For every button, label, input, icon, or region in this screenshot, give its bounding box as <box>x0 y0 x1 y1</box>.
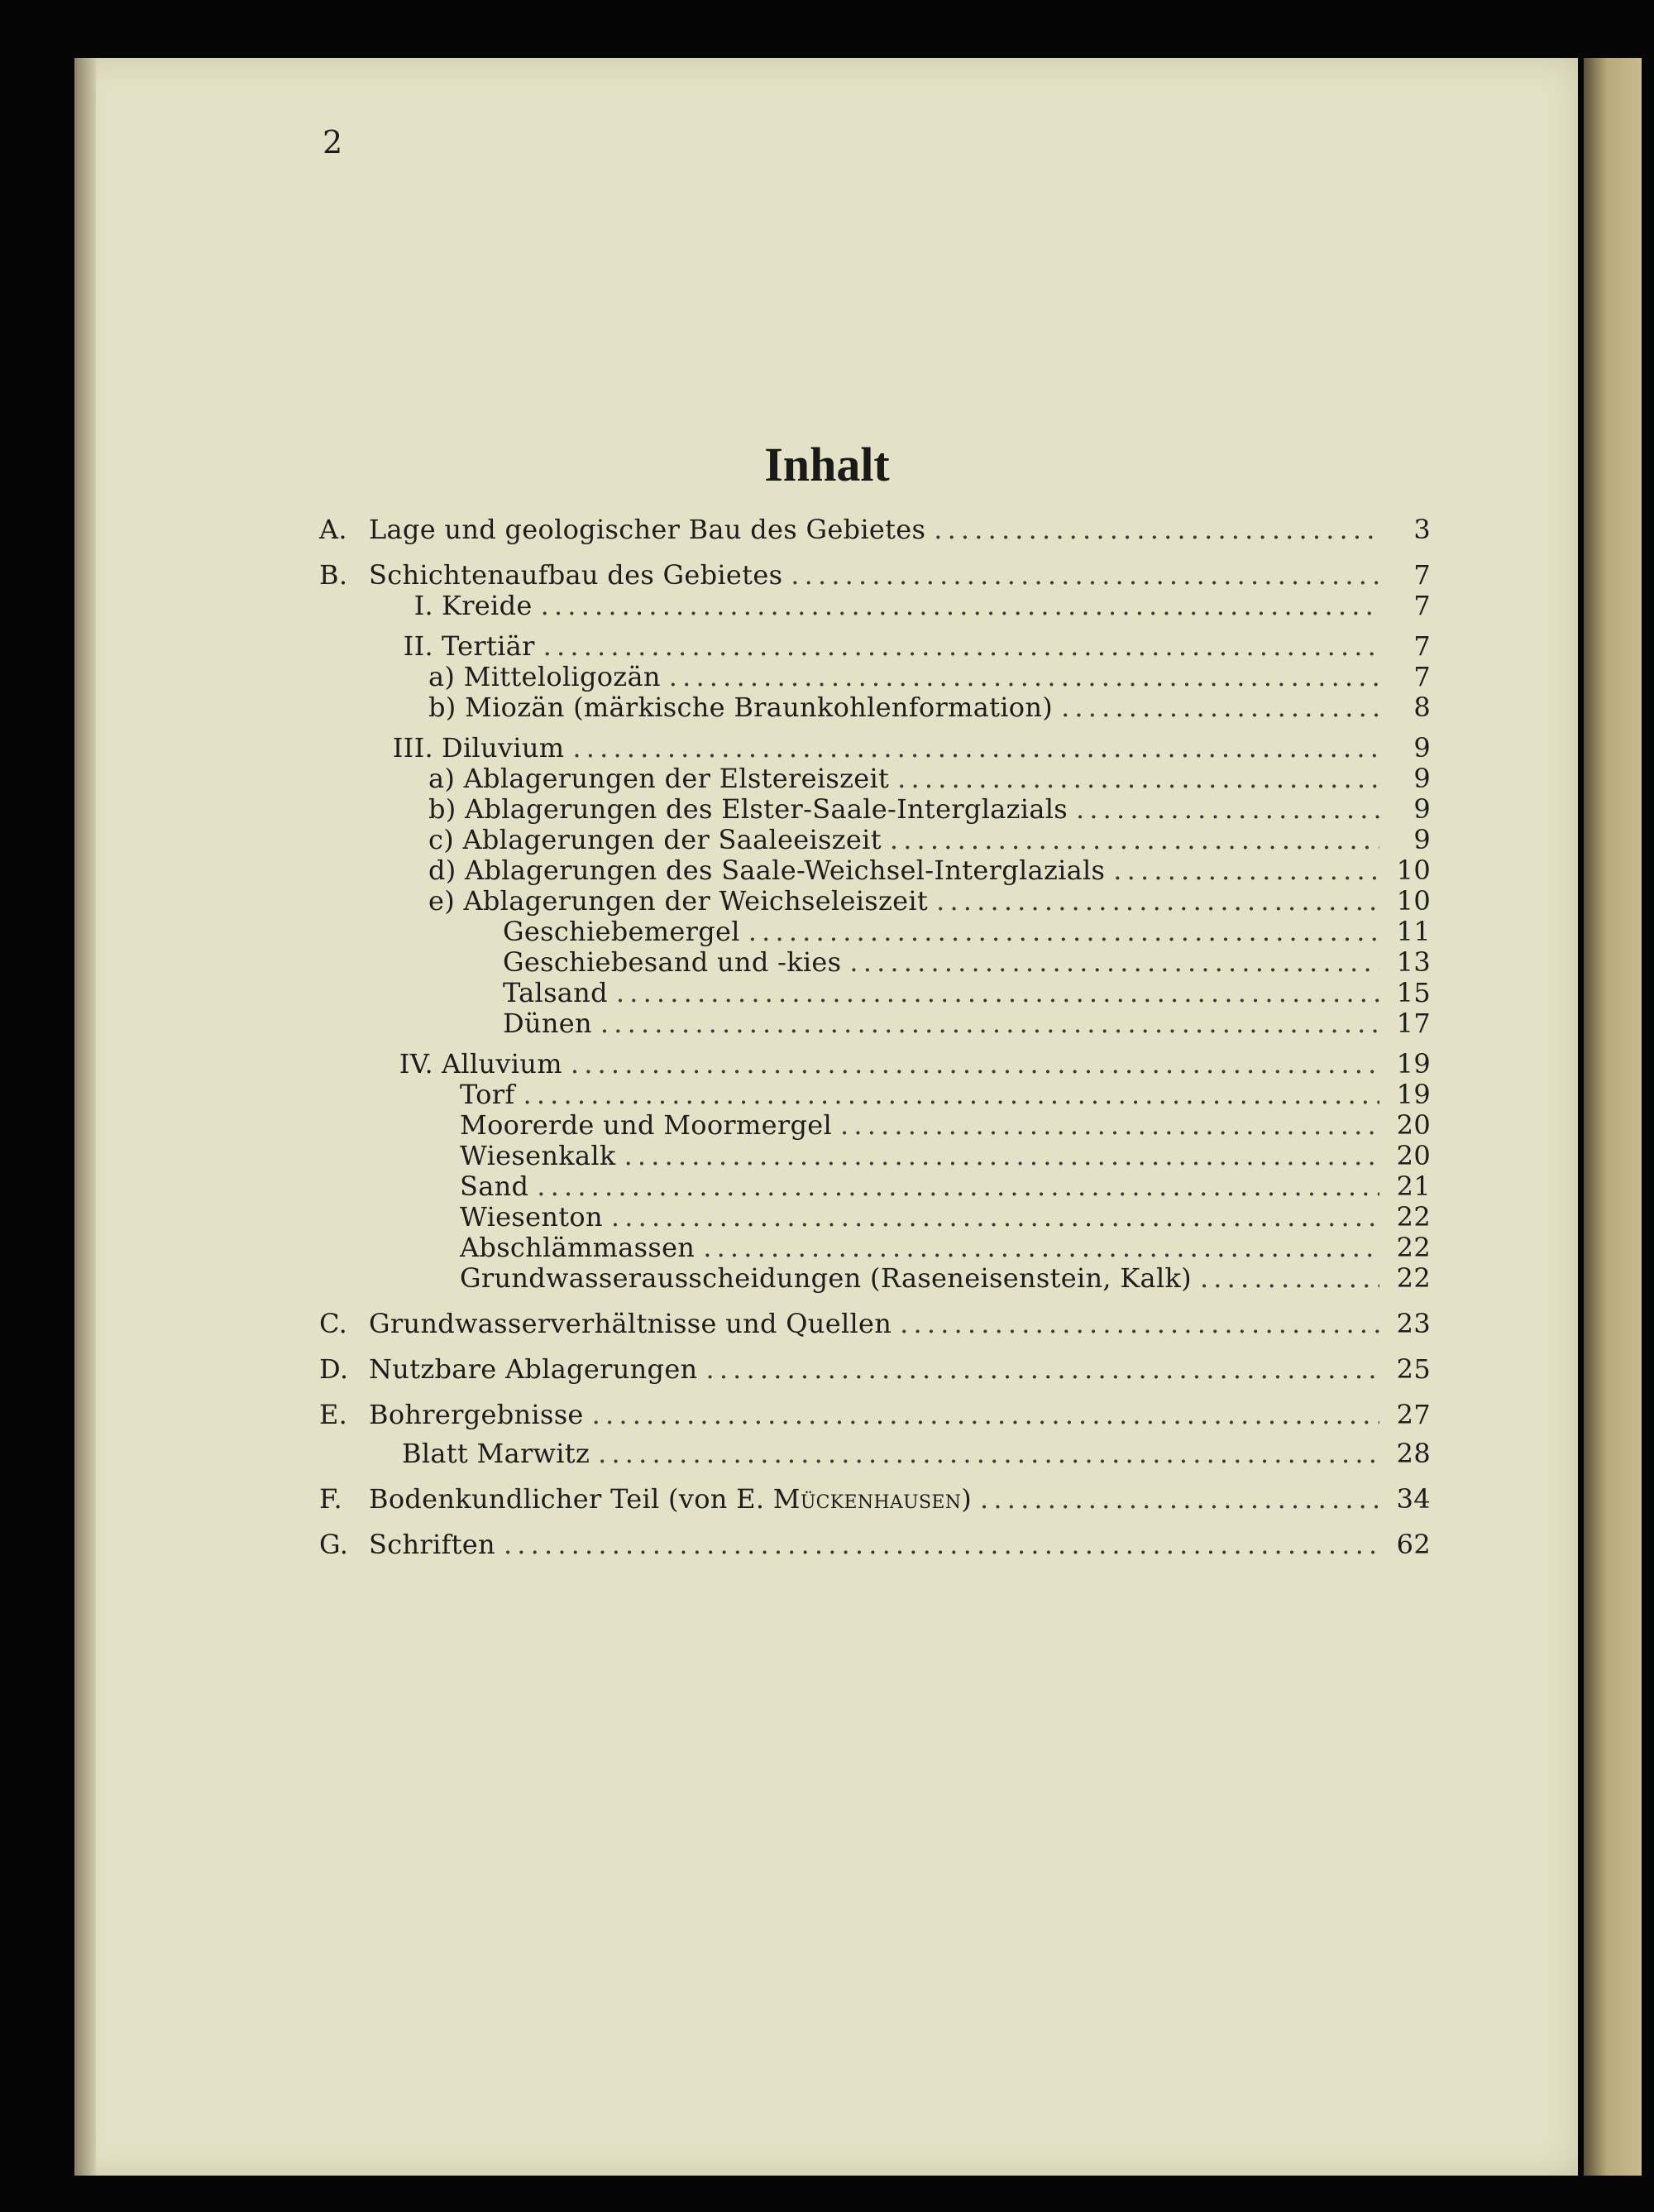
toc-entry-geschiebemergel[interactable] <box>319 917 1431 947</box>
toc-entry-b-ii-a[interactable] <box>319 662 1431 692</box>
toc-label: Tertiär <box>442 630 535 662</box>
toc-label: Wiesenton <box>460 1201 603 1233</box>
toc-entry-abschlaemmassen[interactable] <box>319 1233 1431 1263</box>
toc-entry-wiesenton[interactable] <box>319 1202 1431 1233</box>
toc-page: 22 <box>1396 1232 1431 1263</box>
toc-page: 9 <box>1413 763 1431 794</box>
toc-entry-duenen[interactable] <box>319 1008 1431 1039</box>
page-binding-edge <box>74 58 96 2176</box>
toc-page: 21 <box>1396 1171 1431 1202</box>
toc-page: 9 <box>1413 732 1431 764</box>
toc-page: 9 <box>1413 824 1431 855</box>
toc-page: 20 <box>1396 1140 1431 1171</box>
toc-page: 3 <box>1413 514 1431 545</box>
toc-page: 11 <box>1396 916 1431 947</box>
toc-label: Geschiebesand und -kies <box>503 946 842 978</box>
leader-dots <box>523 1080 1379 1110</box>
toc-entry-grundwasserausscheidungen[interactable] <box>319 1263 1431 1294</box>
toc-label: Grundwasserausscheidungen (Raseneisenstein, Kalk) <box>460 1262 1192 1294</box>
toc-marker: C. <box>319 1308 348 1339</box>
toc-label: Kreide <box>442 590 533 621</box>
toc-label: Bodenkundlicher Teil (von E. Mückenhausen) <box>369 1483 973 1515</box>
toc-label: Talsand <box>503 977 608 1008</box>
leader-dots <box>748 917 1379 947</box>
leader-dots <box>840 1110 1379 1141</box>
leader-dots <box>849 947 1379 978</box>
toc-page: 23 <box>1396 1308 1431 1339</box>
toc-marker: G. <box>319 1529 349 1560</box>
toc-label: Schichtenaufbau des Gebietes <box>369 559 783 591</box>
toc-label: Lage und geologischer Bau des Gebietes <box>369 514 926 545</box>
leader-dots <box>600 1008 1379 1039</box>
toc-label: a) Ablagerungen der Elstereiszeit <box>428 763 890 794</box>
toc-page: 28 <box>1396 1438 1431 1469</box>
toc-label: c) Ablagerungen der Saaleeiszeit <box>428 824 882 855</box>
toc-label: Sand <box>460 1171 529 1202</box>
toc-label: e) Ablagerungen der Weichseleiszeit <box>428 885 929 917</box>
toc-label: d) Ablagerungen des Saale-Weichsel-Interglazials <box>428 855 1106 886</box>
toc-label: Blatt Marwitz <box>402 1438 590 1469</box>
toc-author: Mückenhausen <box>772 1483 962 1515</box>
toc-label: Wiesenkalk <box>460 1140 616 1171</box>
toc-page: 10 <box>1396 855 1431 886</box>
toc-marker: A. <box>319 514 347 545</box>
toc-page: 22 <box>1396 1201 1431 1233</box>
toc-page: 13 <box>1396 946 1431 978</box>
leader-dots <box>598 1439 1379 1469</box>
toc-entry-moorerde[interactable] <box>319 1110 1431 1141</box>
leader-dots <box>1200 1263 1379 1294</box>
toc-label: b) Ablagerungen des Elster-Saale-Interglazials <box>428 793 1068 825</box>
toc-entry-b-ii[interactable] <box>319 631 1431 662</box>
leader-dots <box>1076 794 1379 825</box>
toc-marker: III. <box>392 732 433 764</box>
toc-entry-g[interactable] <box>319 1530 1431 1560</box>
toc-entry-b-iii-a[interactable] <box>319 764 1431 794</box>
toc-entry-wiesenkalk[interactable] <box>319 1141 1431 1171</box>
toc-page: 20 <box>1396 1109 1431 1141</box>
leader-dots <box>791 560 1379 591</box>
toc-page: 7 <box>1413 630 1431 662</box>
toc-marker: E. <box>319 1399 348 1430</box>
toc-marker: D. <box>319 1353 349 1385</box>
leader-dots <box>934 515 1379 545</box>
toc-label: Nutzbare Ablagerungen <box>369 1353 698 1385</box>
leader-dots <box>572 733 1379 764</box>
toc-page: 19 <box>1396 1079 1431 1110</box>
leader-dots <box>980 1484 1379 1515</box>
toc-entry-b[interactable] <box>319 560 1431 591</box>
toc-marker: F. <box>319 1483 342 1515</box>
toc-page: 62 <box>1396 1529 1431 1560</box>
toc-entry-b-iii-e[interactable] <box>319 886 1431 917</box>
leader-dots <box>703 1233 1379 1263</box>
toc-label: b) Miozän (märkische Braunkohlenformation) <box>428 692 1054 723</box>
leader-dots <box>1061 692 1379 723</box>
toc-marker: IV. <box>399 1048 433 1080</box>
table-of-contents <box>319 515 1431 1560</box>
leader-dots <box>592 1400 1379 1430</box>
toc-page: 25 <box>1396 1353 1431 1385</box>
toc-entry-b-i[interactable] <box>319 591 1431 621</box>
leader-dots <box>616 978 1379 1008</box>
toc-entry-b-iii-d[interactable] <box>319 855 1431 886</box>
toc-label: Dünen <box>503 1008 592 1039</box>
toc-page: 7 <box>1413 590 1431 621</box>
toc-page: 8 <box>1413 692 1431 723</box>
toc-entry-b-iv[interactable] <box>319 1049 1431 1080</box>
toc-label: Geschiebemergel <box>503 916 740 947</box>
leader-dots <box>897 764 1379 794</box>
toc-entry-d[interactable] <box>319 1354 1431 1385</box>
toc-marker: II. <box>403 630 433 662</box>
toc-entry-b-ii-b[interactable] <box>319 692 1431 723</box>
toc-entry-a[interactable] <box>319 515 1431 545</box>
toc-label: Grundwasserverhältnisse und Quellen <box>369 1308 892 1339</box>
toc-page: 10 <box>1396 885 1431 917</box>
toc-label: Schriften <box>369 1529 495 1560</box>
toc-entry-b-iii[interactable] <box>319 733 1431 764</box>
toc-page: 17 <box>1396 1008 1431 1039</box>
toc-entry-blatt-marwitz[interactable] <box>319 1439 1431 1469</box>
toc-entry-f[interactable] <box>319 1484 1431 1515</box>
toc-label: Bohrergebnisse <box>369 1399 584 1430</box>
toc-title: Inhalt <box>764 438 890 491</box>
toc-entry-b-iii-b[interactable] <box>319 794 1431 825</box>
toc-page: 27 <box>1396 1399 1431 1430</box>
leader-dots <box>504 1530 1379 1560</box>
toc-label: Diluvium <box>442 732 565 764</box>
leader-dots <box>537 1171 1379 1202</box>
leader-dots <box>900 1309 1379 1339</box>
toc-entry-sand[interactable] <box>319 1171 1431 1202</box>
toc-page: 19 <box>1396 1048 1431 1080</box>
adjacent-page-edge <box>1584 58 1642 2176</box>
leader-dots <box>624 1141 1379 1171</box>
toc-page: 34 <box>1396 1483 1431 1515</box>
toc-label: Moorerde und Moormergel <box>460 1109 833 1141</box>
toc-entry-torf[interactable] <box>319 1080 1431 1110</box>
toc-page: 9 <box>1413 793 1431 825</box>
leader-dots <box>543 631 1379 662</box>
toc-label: Torf <box>460 1079 515 1110</box>
leader-dots <box>705 1354 1379 1385</box>
toc-page: 7 <box>1413 661 1431 692</box>
toc-page: 22 <box>1396 1262 1431 1294</box>
toc-entry-e[interactable] <box>319 1400 1431 1430</box>
toc-label: Alluvium <box>442 1048 562 1080</box>
leader-dots <box>669 662 1379 692</box>
page-number: 2 <box>323 124 343 160</box>
toc-entry-b-iii-c[interactable] <box>319 825 1431 855</box>
toc-marker: I. <box>414 590 433 621</box>
leader-dots <box>890 825 1379 855</box>
leader-dots <box>611 1202 1379 1233</box>
toc-entry-c[interactable] <box>319 1309 1431 1339</box>
toc-entry-geschiebesand[interactable] <box>319 947 1431 978</box>
toc-label: a) Mitteloligozän <box>428 661 661 692</box>
leader-dots <box>936 886 1379 917</box>
toc-page: 7 <box>1413 559 1431 591</box>
leader-dots <box>541 591 1379 621</box>
toc-marker: B. <box>319 559 348 591</box>
leader-dots <box>571 1049 1379 1080</box>
leader-dots <box>1113 855 1379 886</box>
toc-entry-talsand[interactable] <box>319 978 1431 1008</box>
toc-label: Abschlämmassen <box>460 1232 696 1263</box>
toc-page: 15 <box>1396 977 1431 1008</box>
